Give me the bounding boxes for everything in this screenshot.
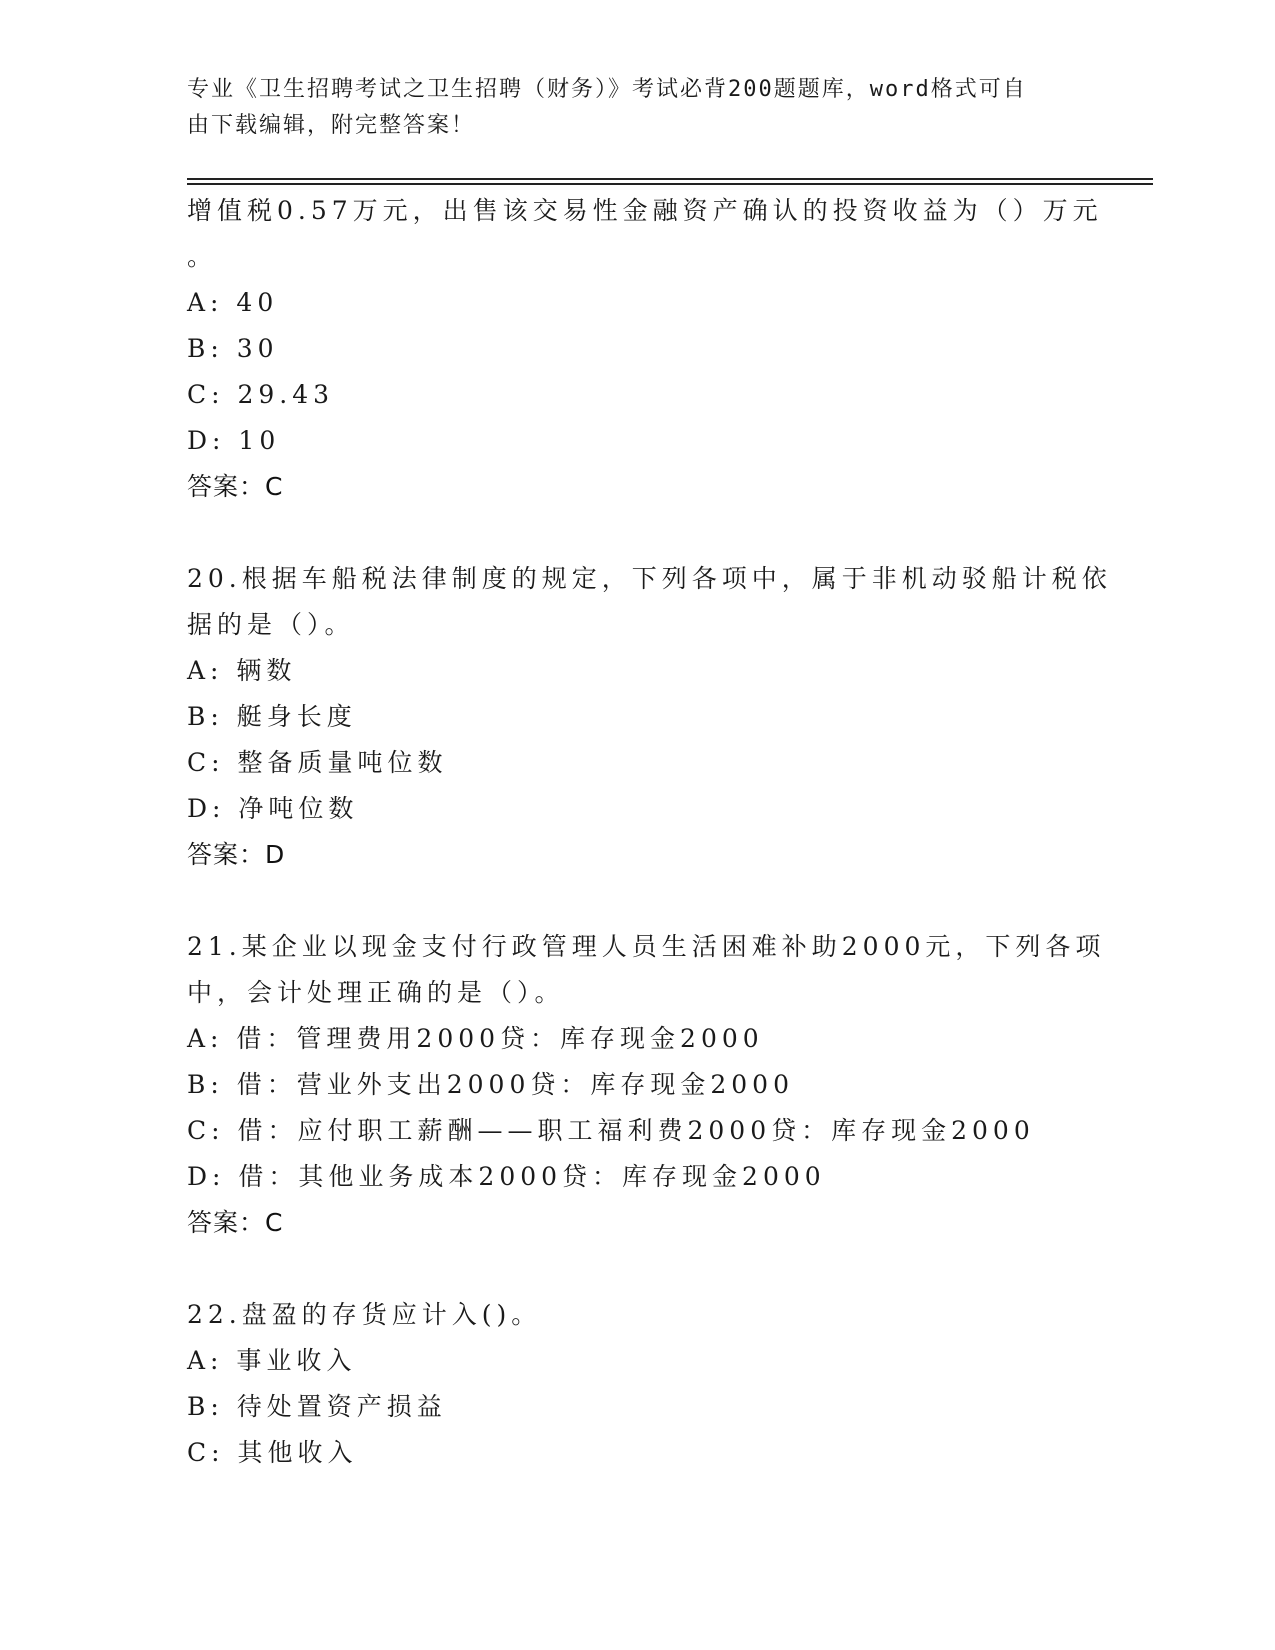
option-a: A: 辆数 [187, 656, 297, 685]
spacer [187, 878, 1087, 924]
option-d: D: 10 [187, 426, 281, 455]
header-line-1: 专业《卫生招聘考试之卫生招聘（财务）》考试必背200题题库，word格式可自 [187, 77, 1027, 102]
question-text: 22.盘盈的存货应计入()。 [187, 1300, 542, 1329]
question-19 [187, 188, 1103, 510]
question-list [187, 188, 1112, 1476]
answer: 答案：D [187, 840, 286, 869]
option-c: C: 其他收入 [187, 1438, 358, 1467]
question-21 [187, 924, 1106, 1246]
answer: 答案：C [187, 472, 284, 501]
question-20 [187, 556, 1112, 878]
spacer [187, 1246, 1087, 1292]
header-divider-top [187, 178, 1153, 180]
question-text: 20.根据车船税法律制度的规定，下列各项中，属于非机动驳船计税依 [187, 564, 1112, 593]
question-text: 增值税0.57万元，出售该交易性金融资产确认的投资收益为（）万元 [187, 196, 1103, 225]
header-divider-bottom [187, 183, 1153, 185]
option-a: A: 事业收入 [187, 1346, 357, 1375]
option-b: B: 借：营业外支出2000贷：库存现金2000 [187, 1070, 794, 1099]
question-text: 21.某企业以现金支付行政管理人员生活困难补助2000元，下列各项 [187, 932, 1106, 961]
spacer [187, 510, 1087, 556]
question-22 [187, 1292, 1087, 1476]
option-b: B: 待处置资产损益 [187, 1392, 447, 1421]
question-text: 中，会计处理正确的是（）。 [187, 978, 565, 1007]
document-header [187, 72, 1087, 144]
option-b: B: 艇身长度 [187, 702, 357, 731]
question-text: 据的是（）。 [187, 610, 355, 639]
option-d: D: 净吨位数 [187, 794, 359, 823]
option-a: A: 40 [187, 288, 279, 317]
option-b: B: 30 [187, 334, 279, 363]
option-c: C: 整备质量吨位数 [187, 748, 448, 777]
header-line-2: 由下载编辑，附完整答案！ [187, 113, 476, 138]
answer: 答案：C [187, 1208, 284, 1237]
option-c: C: 29.43 [187, 380, 335, 409]
option-a: A: 借：管理费用2000贷：库存现金2000 [187, 1024, 764, 1053]
option-d: D: 借：其他业务成本2000贷：库存现金2000 [187, 1162, 826, 1191]
option-c: C: 借：应付职工薪酬——职工福利费2000贷：库存现金2000 [187, 1116, 1035, 1145]
question-text: 。 [187, 242, 218, 271]
